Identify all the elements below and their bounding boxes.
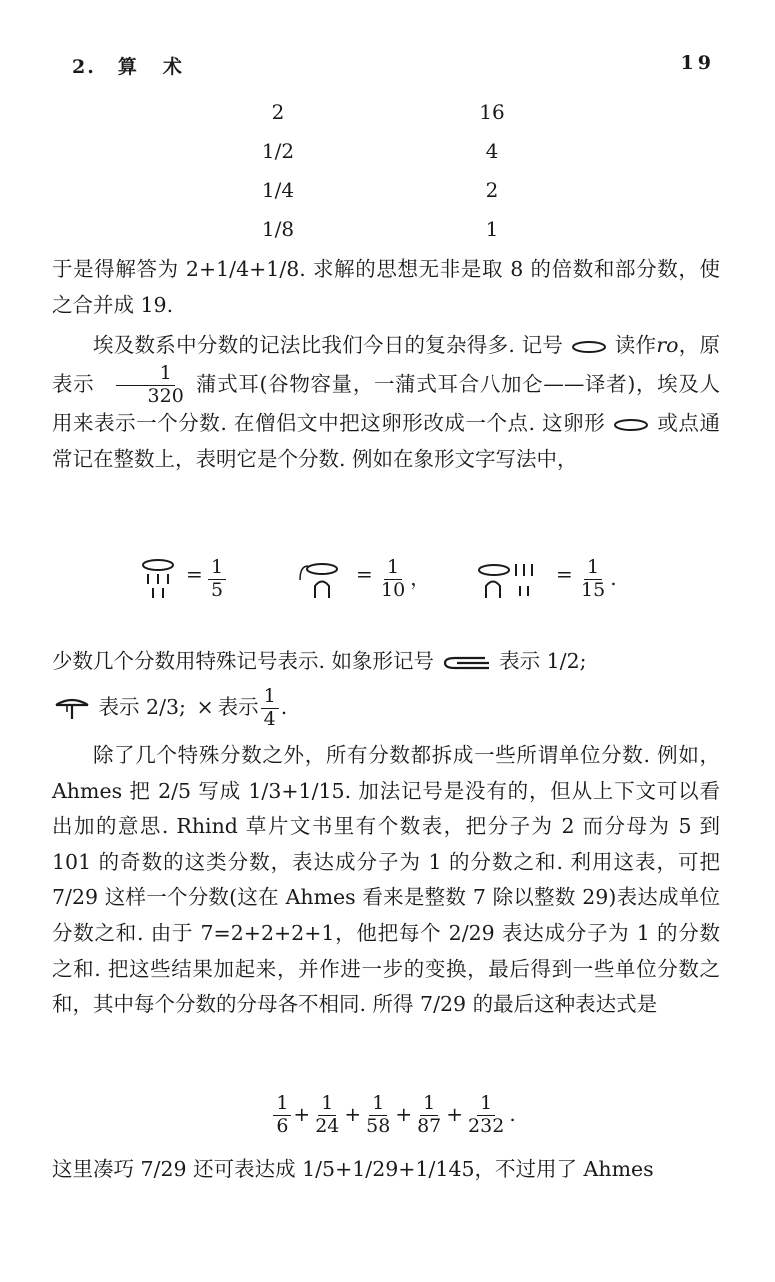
text-run: . — [280, 695, 288, 719]
fraction-denominator: 58 — [366, 1114, 391, 1137]
fraction-numerator: 1 — [584, 558, 602, 580]
fraction-1-5 — [206, 558, 228, 601]
fraction-1-58 — [363, 1094, 393, 1137]
times-symbol: × — [196, 695, 214, 719]
fraction-denominator: 87 — [417, 1114, 442, 1137]
fraction-numerator: 1 — [261, 687, 279, 709]
plus-sign: + — [344, 1101, 362, 1126]
hieroglyph-examples — [0, 556, 775, 616]
plus-sign: + — [293, 1101, 311, 1126]
text-run: 蒲式耳(谷物容量，一蒲式耳合八加仑——译者)，埃及人用来表示一个分数. 在僧侣文中把这卵形改成一个点. 这卵形 — [52, 371, 720, 436]
hieroglyph-one-tenth — [296, 560, 342, 609]
fraction-denominator: 4 — [263, 708, 276, 730]
fraction-table — [0, 96, 775, 252]
paragraph-alternate-form: 这里凑巧 7/29 还可表达成 1/5+1/29+1/145，不过用了 Ahmes — [52, 1157, 654, 1181]
fraction-1-15 — [576, 558, 617, 601]
equals-sign: = — [556, 562, 573, 586]
fraction-denominator: 15 — [581, 578, 606, 601]
table-cell-right: 1 — [485, 217, 499, 241]
fraction-denominator: 5 — [211, 578, 224, 601]
ro-oval-icon — [570, 339, 608, 355]
paragraph-fraction-notation — [52, 328, 720, 478]
fraction-1-232 — [465, 1094, 507, 1137]
hieroglyph-one-fifth — [138, 558, 178, 609]
equals-sign: = — [356, 562, 373, 586]
ro-term: ro — [656, 333, 679, 357]
fraction-numerator: 1 — [273, 1094, 291, 1116]
chapter-title: 算术 — [117, 56, 208, 78]
text-run: ， — [410, 565, 431, 590]
table-cell-left: 1/2 — [261, 139, 295, 163]
page-number: 19 — [680, 52, 715, 74]
text-run: 表示 1/2; — [499, 649, 587, 673]
running-header — [72, 52, 715, 82]
fraction-numerator: 1 — [116, 364, 175, 386]
text-run: 少数几个分数用特殊记号表示. 如象形记号 — [52, 649, 435, 673]
fraction-1-6 — [273, 1094, 291, 1137]
table-row — [0, 96, 775, 135]
text-run: ，原表示 — [52, 333, 721, 396]
fraction-denominator: 6 — [276, 1114, 289, 1137]
half-symbol-icon — [441, 655, 493, 671]
fraction-1-87 — [414, 1094, 444, 1137]
text-run: 表示 — [217, 695, 259, 719]
text-run: . — [610, 565, 617, 590]
table-cell-left: 1/4 — [261, 178, 295, 202]
fraction-numerator: 1 — [420, 1094, 438, 1116]
text-run: . — [509, 1101, 516, 1126]
text-run: 埃及数系中分数的记法比我们今日的复杂得多. 记号 — [93, 333, 564, 357]
equals-sign: = — [186, 562, 203, 586]
fraction-numerator: 1 — [369, 1094, 387, 1116]
fraction-denominator: 320 — [147, 384, 184, 407]
table-row — [0, 174, 775, 213]
table-cell-right: 16 — [479, 100, 505, 124]
two-thirds-symbol-icon — [52, 697, 92, 721]
table-cell-left: 2 — [271, 100, 285, 124]
unit-fraction-sum — [0, 1094, 775, 1146]
text-run: 读作 — [614, 333, 657, 357]
paragraph-solution: 于是得解答为 2+1/4+1/8. 求解的思想无非是取 8 的倍数和部分数，使之合并成 19. — [52, 257, 720, 317]
hieroglyph-one-fifteenth — [476, 560, 546, 609]
table-cell-left: 1/8 — [261, 217, 295, 241]
text-run: 表示 2/3; — [98, 695, 186, 719]
fraction-numerator: 1 — [477, 1094, 495, 1116]
table-row — [0, 213, 775, 252]
fraction-denominator: 10 — [381, 578, 406, 601]
table-cell-right: 4 — [485, 139, 499, 163]
fraction-numerator: 1 — [318, 1094, 336, 1116]
chapter-number: 2. — [72, 56, 96, 78]
fraction-1-24 — [312, 1094, 342, 1137]
paragraph-unit-fractions: 除了几个特殊分数之外，所有分数都拆成一些所谓单位分数. 例如，Ahmes 把 2/5 写成 1/3+1/15. 加法记号是没有的，但从上下文可以看出加的意思. Rhind 草片文书里有个数表，把分子为 2 而分母为 5 到 101 的奇数的这类分数，表达成分子为 1 的分数之和. 利用这表，可把 7/29 这样一个分数(这在 Ahmes 看来是整数 7 除以整数 29)表达成单位分数之和. 由于 7=2+2+2+1，他把每个 2/29 表达成分子为 1 的分数之和. 把这些结果加起来，并作进一步的变换，最后得到一些单位分数之和，其中每个分数的分母各不相同. 所得 7/29 的最后这种表达式是 — [52, 743, 720, 1017]
chapter-heading — [72, 52, 208, 79]
fraction-1-10 — [376, 558, 430, 601]
text-run: 或点通常记在整数上，表明它是个分数. 例如在象形文字写法中， — [52, 411, 720, 472]
fraction-denominator: 24 — [315, 1114, 340, 1137]
fraction-denominator: 232 — [468, 1114, 505, 1137]
fraction-1-4 — [261, 687, 279, 730]
fraction-numerator: 1 — [208, 558, 226, 580]
hieroglyph-oval-arch-icon — [296, 560, 342, 604]
hieroglyph-oval-arch-strokes-icon — [476, 560, 546, 604]
plus-sign: + — [395, 1101, 413, 1126]
hieroglyph-oval-five-strokes-icon — [138, 558, 178, 604]
plus-sign: + — [446, 1101, 464, 1126]
fraction-numerator: 1 — [384, 558, 402, 580]
ro-oval-icon — [612, 417, 650, 433]
fraction-1-320 — [104, 361, 187, 407]
table-cell-right: 2 — [485, 178, 499, 202]
table-row — [0, 135, 775, 174]
paragraph-special-symbols — [52, 638, 720, 730]
